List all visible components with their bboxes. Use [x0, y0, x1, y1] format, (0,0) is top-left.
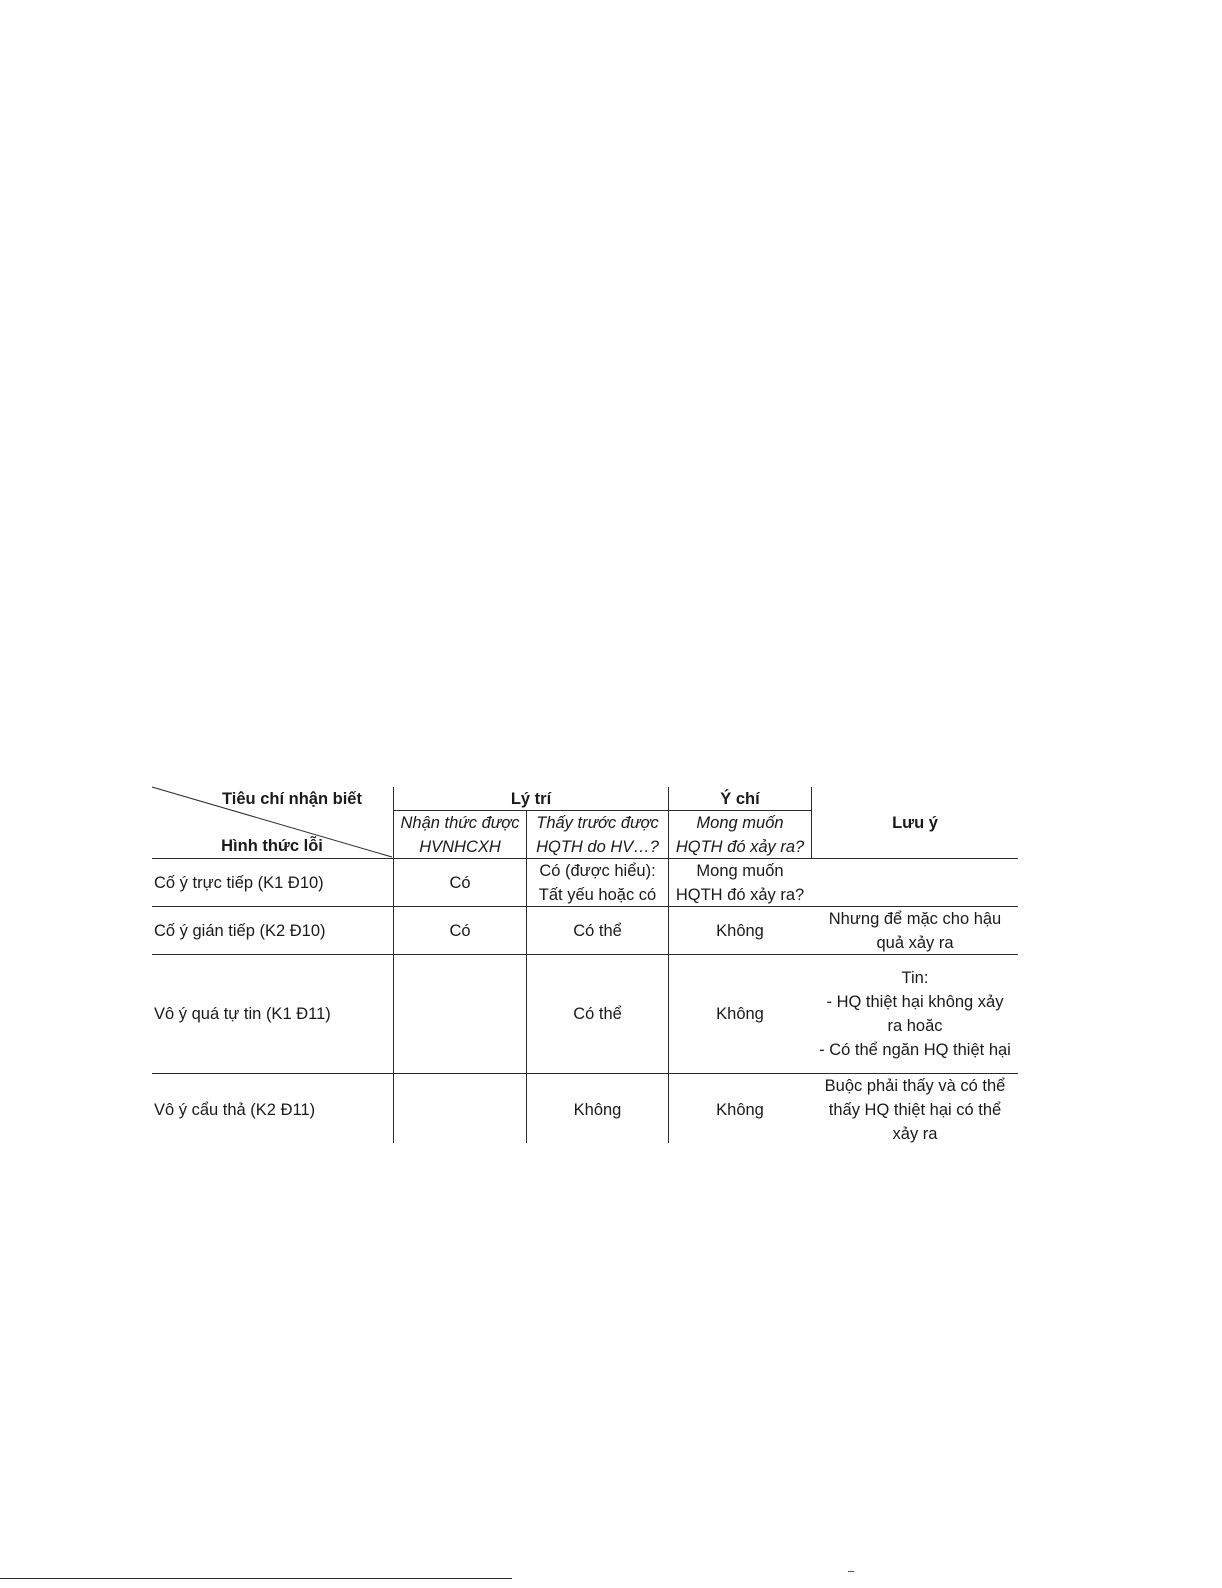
row4-thay-truoc: Không — [573, 1101, 622, 1119]
row1-mong-muon-line1: Mong muốn — [696, 861, 784, 880]
row4-luu-y-line2: thấy HQ thiệt hại có thể — [828, 1101, 1002, 1119]
footnote-separator — [0, 1578, 512, 1579]
row1-mong-muon — [669, 859, 811, 906]
row1-thay-truoc — [527, 859, 668, 906]
row3-luu-y-line4: - Có thể ngăn HQ thiệt hại — [819, 1041, 1011, 1059]
row1-mong-muon-line2: HQTH đó xảy ra? — [675, 885, 805, 904]
header-y-chi: Ý chí — [720, 790, 760, 808]
row1-luu-y — [812, 859, 1018, 906]
row1-nhan-thuc: Có — [449, 873, 471, 892]
row4-mong-muon: Không — [716, 1101, 764, 1119]
row4-form: Vô ý cẩu thả (K2 Đ11) — [154, 1101, 316, 1119]
row2-luu-y-line1: Nhưng để mặc cho hậu — [828, 909, 1002, 928]
header-criteria-label: Tiêu chí nhận biết — [222, 790, 362, 808]
subheader-nhan-thuc — [394, 811, 526, 858]
header-ly-tri: Lý trí — [510, 790, 552, 808]
row3-thay-truoc: Có thể — [573, 1005, 622, 1023]
row3-luu-y-line1: Tin: — [901, 969, 929, 987]
footer-mark — [848, 1571, 854, 1575]
row3-luu-y-line2: - HQ thiệt hại không xảy — [826, 993, 1004, 1011]
row3-luu-y — [812, 955, 1018, 1073]
subheader-mong-muon — [669, 811, 811, 858]
row3-nhan-thuc — [394, 955, 526, 1073]
row2-luu-y — [812, 907, 1018, 954]
row2-form: Cố ý gián tiếp (K2 Đ10) — [154, 921, 326, 940]
row2-mong-muon: Không — [716, 921, 764, 940]
subheader-nhan-thuc-line1: Nhận thức được — [400, 813, 520, 832]
row1-form: Cố ý trực tiếp (K1 Đ10) — [154, 873, 324, 892]
row4-luu-y-line3: xảy ra — [892, 1125, 938, 1143]
row1-thay-truoc-line2: Tất yếu hoặc có — [538, 885, 657, 904]
header-luu-y: Lưu ý — [892, 813, 938, 832]
row4-luu-y-line1: Buộc phải thấy và có thể — [824, 1077, 1006, 1095]
row2-nhan-thuc: Có — [449, 921, 471, 940]
subheader-mong-muon-line2: HQTH đó xảy ra? — [675, 837, 805, 856]
subheader-thay-truoc — [527, 811, 668, 858]
row3-mong-muon: Không — [716, 1005, 764, 1023]
subheader-thay-truoc-line2: HQTH do HV…? — [536, 837, 659, 856]
row2-luu-y-line2: quả xảy ra — [876, 933, 954, 952]
row4-luu-y — [812, 1074, 1018, 1146]
row3-luu-y-line3: ra hoăc — [887, 1017, 943, 1035]
subheader-thay-truoc-line1: Thấy trước được — [536, 813, 659, 832]
header-error-form-label: Hình thức lỗi — [221, 837, 323, 855]
subheader-mong-muon-line1: Mong muốn — [696, 813, 784, 832]
row2-thay-truoc: Có thể — [573, 921, 622, 940]
row3-form: Vô ý quá tự tin (K1 Đ11) — [154, 1005, 331, 1023]
error-forms-table — [152, 787, 1022, 1157]
row4-nhan-thuc — [394, 1074, 526, 1146]
row1-thay-truoc-line1: Có (được hiểu): — [539, 861, 656, 880]
subheader-nhan-thuc-line2: HVNHCXH — [419, 837, 501, 856]
